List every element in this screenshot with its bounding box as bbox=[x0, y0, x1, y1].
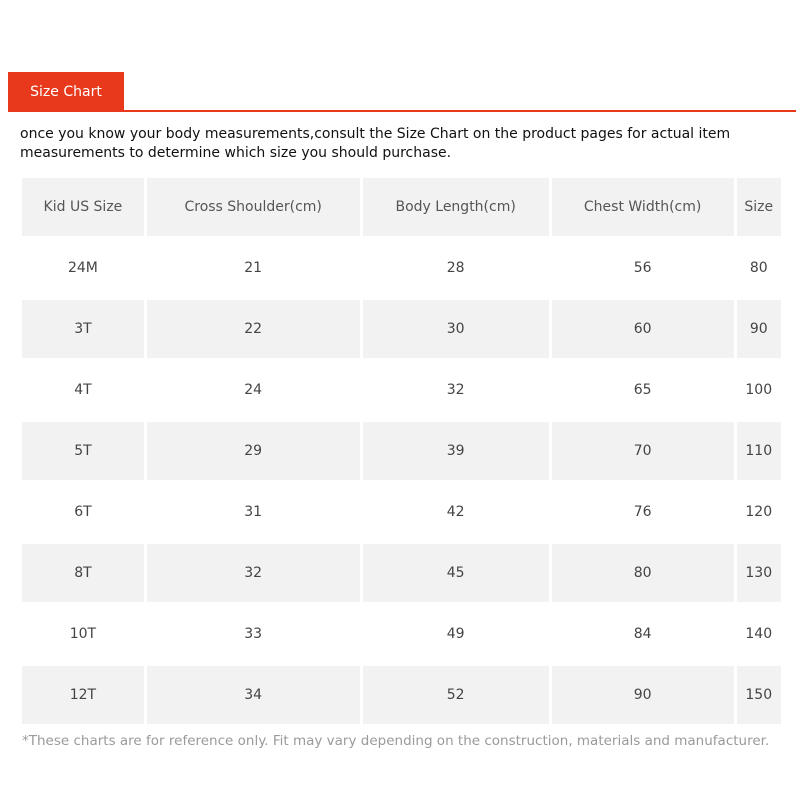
column-header-kid-us-size: Kid US Size bbox=[22, 178, 144, 236]
table-cell: 90 bbox=[737, 300, 782, 358]
table-cell: 120 bbox=[737, 483, 782, 541]
table-cell: 8T bbox=[22, 544, 144, 602]
table-cell: 22 bbox=[147, 300, 360, 358]
table-cell: 150 bbox=[737, 666, 782, 724]
table-cell: 30 bbox=[363, 300, 549, 358]
size-chart-tab[interactable]: Size Chart bbox=[8, 72, 124, 112]
table-row bbox=[22, 422, 781, 480]
table-cell: 32 bbox=[147, 544, 360, 602]
table-row bbox=[22, 666, 781, 724]
table-cell: 60 bbox=[552, 300, 734, 358]
table-cell: 34 bbox=[147, 666, 360, 724]
table-cell: 5T bbox=[22, 422, 144, 480]
table-cell: 84 bbox=[552, 605, 734, 663]
table-cell: 76 bbox=[552, 483, 734, 541]
table-cell: 56 bbox=[552, 239, 734, 297]
table-cell: 110 bbox=[737, 422, 782, 480]
table-cell: 24 bbox=[147, 361, 360, 419]
table-cell: 52 bbox=[363, 666, 549, 724]
intro-text: once you know your body measurements,consult the Size Chart on the product pages for actual item measurements to determine which size you should purchase. bbox=[20, 126, 731, 161]
table-cell: 28 bbox=[363, 239, 549, 297]
table-cell: 6T bbox=[22, 483, 144, 541]
table-cell: 12T bbox=[22, 666, 144, 724]
table-cell: 42 bbox=[363, 483, 549, 541]
table-cell: 32 bbox=[363, 361, 549, 419]
table-cell: 21 bbox=[147, 239, 360, 297]
table-cell: 80 bbox=[552, 544, 734, 602]
column-header-cross-shoulder: Cross Shoulder(cm) bbox=[147, 178, 360, 236]
table-cell: 3T bbox=[22, 300, 144, 358]
size-chart-tab-bar bbox=[8, 72, 796, 112]
table-cell: 80 bbox=[737, 239, 782, 297]
table-cell: 90 bbox=[552, 666, 734, 724]
table-cell: 29 bbox=[147, 422, 360, 480]
column-header-size: Size bbox=[737, 178, 782, 236]
column-header-chest-width: Chest Width(cm) bbox=[552, 178, 734, 236]
table-row bbox=[22, 239, 781, 297]
table-cell: 45 bbox=[363, 544, 549, 602]
table-cell: 140 bbox=[737, 605, 782, 663]
table-cell: 70 bbox=[552, 422, 734, 480]
column-header-body-length: Body Length(cm) bbox=[363, 178, 549, 236]
table-cell: 33 bbox=[147, 605, 360, 663]
size-table bbox=[19, 175, 784, 727]
reference-footnote: *These charts are for reference only. Fit may vary depending on the construction, materials and manufacturer. bbox=[22, 733, 770, 749]
table-row bbox=[22, 300, 781, 358]
table-cell: 31 bbox=[147, 483, 360, 541]
table-row bbox=[22, 483, 781, 541]
table-row bbox=[22, 544, 781, 602]
table-row bbox=[22, 605, 781, 663]
table-cell: 39 bbox=[363, 422, 549, 480]
table-cell: 24M bbox=[22, 239, 144, 297]
table-header-row bbox=[22, 178, 781, 236]
table-cell: 4T bbox=[22, 361, 144, 419]
table-cell: 100 bbox=[737, 361, 782, 419]
table-cell: 130 bbox=[737, 544, 782, 602]
table-row bbox=[22, 361, 781, 419]
table-cell: 49 bbox=[363, 605, 549, 663]
table-cell: 65 bbox=[552, 361, 734, 419]
table-cell: 10T bbox=[22, 605, 144, 663]
